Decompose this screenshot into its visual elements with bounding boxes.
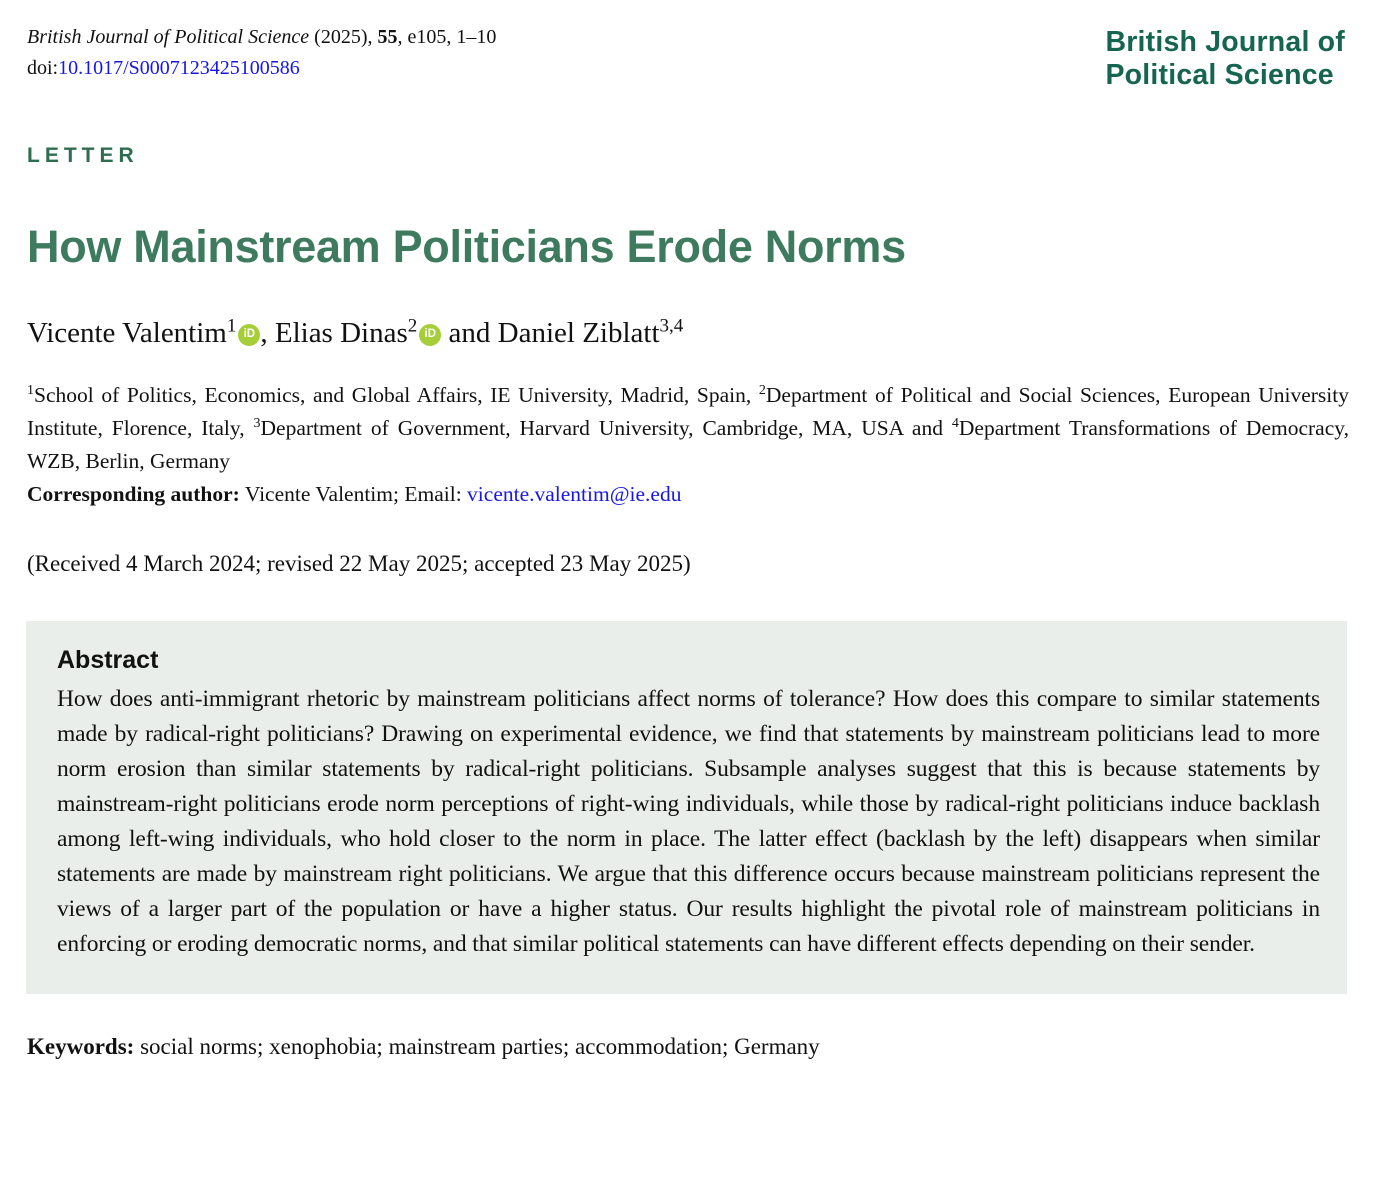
journal-citation xyxy=(27,22,496,84)
doi-line xyxy=(27,53,496,84)
affiliations xyxy=(27,379,1349,478)
keywords-line xyxy=(27,1034,1349,1060)
abstract-text: How does anti-immigrant rhetoric by mainstream politicians affect norms of tolerance? How does this compare to similar statements made by radical-right politicians? Drawing on experimental evidence, we find that statements by mainstream politicians lead to more norm erosion than similar statements by radical-right politicians. Subsample analyses suggest that this is because statements by mainstream-right politicians erode norm perceptions of right-wing individuals, while those by radical-right politicians induce backlash among left-wing individuals, who hold closer to the norm in place. The latter effect (backlash by the left) disappears when similar statements are made by mainstream right politicians. We argue that this difference occurs because mainstream politicians represent the views of a larger part of the population or have a higher status. Our results highlight the pivotal role of mainstream politicians in enforcing or eroding democratic norms, and that similar political statements can have different effects depending on their sender. xyxy=(57,686,1320,958)
affil-marker: 3 xyxy=(253,416,261,432)
doi-label: doi: xyxy=(27,57,59,79)
citation-pages: , e105, 1–10 xyxy=(397,26,497,48)
article-type-kicker: LETTER xyxy=(27,144,139,167)
affil-marker: 2 xyxy=(758,383,766,399)
corresponding-author-label: Corresponding author: xyxy=(27,482,240,507)
citation-volume: 55 xyxy=(377,26,398,48)
author-separator: and xyxy=(441,317,498,350)
corresponding-author-line xyxy=(27,478,1349,511)
affiliation-text: Department Transformations of Democracy, WZB, Berlin, Germany xyxy=(27,416,1349,474)
masthead xyxy=(27,22,1349,92)
corresponding-author-name: Vicente Valentim; Email: xyxy=(239,482,468,507)
author-separator: , xyxy=(260,317,275,350)
keywords-label: Keywords: xyxy=(27,1034,135,1060)
author-name: Vicente Valentim xyxy=(27,317,227,350)
affil-marker: 4 xyxy=(951,416,959,432)
affiliation-text: Department of Government, Harvard University, Cambridge, MA, USA and xyxy=(260,416,952,441)
journal-logo-line2: Political Science xyxy=(1105,59,1334,91)
author-name: Elias Dinas xyxy=(274,317,408,350)
author-name: Daniel Ziblatt xyxy=(497,317,660,350)
journal-logo-line1: British Journal of xyxy=(1105,26,1345,58)
affil-marker: 1 xyxy=(27,383,34,399)
citation-line xyxy=(27,22,496,53)
article-title: How Mainstream Politicians Erode Norms xyxy=(27,221,906,272)
citation-year: (2025), xyxy=(309,26,378,48)
email-link[interactable]: vicente.valentim@ie.edu xyxy=(467,482,682,507)
author-affil-marker: 2 xyxy=(407,315,418,337)
doi-link[interactable]: 10.1017/S0007123425100586 xyxy=(58,57,300,79)
author-byline xyxy=(27,316,1349,351)
journal-logo xyxy=(1105,26,1345,92)
journal-name: British Journal of Political Science xyxy=(27,26,310,48)
abstract-heading: Abstract xyxy=(57,646,159,675)
affiliation-text: Department of Political and Social Sciences, European University Institute, Florence, Italy, xyxy=(27,383,1349,441)
affiliation-text: School of Politics, Economics, and Global Affairs, IE University, Madrid, Spain, xyxy=(34,383,759,408)
keywords-text: social norms; xenophobia; mainstream parties; accommodation; Germany xyxy=(134,1034,820,1060)
revision-history: (Received 4 March 2024; revised 22 May 2025; accepted 23 May 2025) xyxy=(27,551,691,577)
author-affil-marker: 1 xyxy=(226,315,237,337)
abstract-section xyxy=(26,621,1347,994)
author-affil-marker: 3,4 xyxy=(659,315,684,337)
orcid-icon[interactable]: iD xyxy=(238,324,260,346)
orcid-icon[interactable]: iD xyxy=(419,324,441,346)
